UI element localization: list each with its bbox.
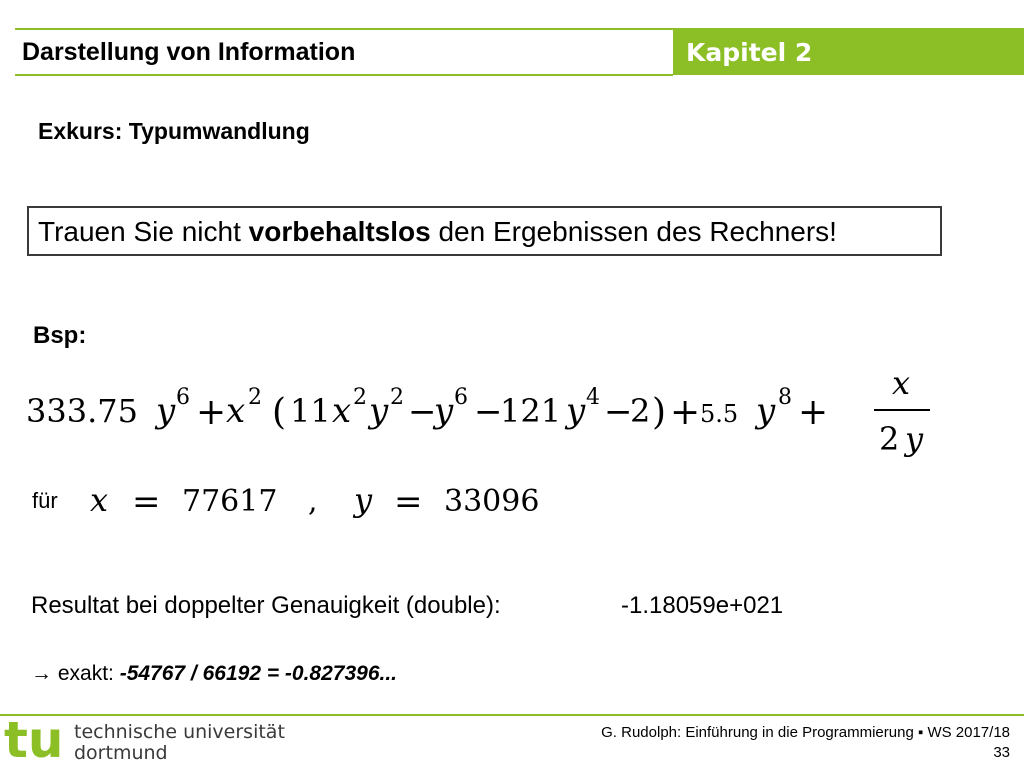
chapter-label: Kapitel 2 [686, 38, 813, 67]
warning-text [38, 216, 837, 248]
formula-plus3: + [798, 392, 829, 433]
formula-plus2: + [670, 392, 701, 433]
condition-eq2: = [394, 482, 423, 522]
formula-exp-4: 4 [586, 385, 600, 410]
formula-fraction-den-y: y [905, 420, 924, 458]
condition-comma: , [308, 484, 318, 519]
example-label: Bsp: [33, 322, 87, 349]
formula-coef-11: 11 [290, 392, 331, 430]
formula-exp-2c: 2 [390, 385, 404, 410]
condition-prefix: für [32, 488, 58, 513]
formula-minus3: − [604, 392, 633, 432]
chapter-badge [673, 30, 1024, 75]
formula-exp-2a: 2 [248, 385, 262, 410]
university-name [74, 722, 285, 764]
formula-var-y1: y [156, 391, 176, 431]
warning-emphasis: vorbehaltslos [248, 216, 431, 247]
exact-result [31, 662, 397, 686]
formula-var-y5: y [756, 391, 776, 431]
result-value: -1.18059e+021 [621, 592, 784, 619]
university-line2: dortmund [74, 742, 168, 764]
result-label: Resultat bei doppelter Genauigkeit (double): [31, 592, 501, 619]
formula-var-x1: x [226, 391, 246, 431]
formula-fraction-bar [874, 409, 930, 411]
tu-logo-text: tu [4, 720, 64, 762]
formula-exp-6b: 6 [454, 385, 468, 410]
footer-rule [0, 714, 1024, 716]
warning-text-after: den Ergebnissen des Rechners! [430, 216, 837, 247]
condition-y-value: 33096 [444, 484, 540, 519]
formula-exp-8: 8 [778, 385, 792, 410]
formula-var-x2: x [332, 391, 352, 431]
exact-prefix: → exakt: [31, 662, 120, 685]
header-bottom-rule [15, 74, 673, 76]
formula-minus2: − [474, 392, 503, 432]
condition-eq1: = [132, 482, 161, 522]
polynomial-formula [26, 368, 946, 468]
tu-logo [4, 720, 66, 762]
formula-minus1: − [408, 392, 437, 432]
exact-value: -54767 / 66192 = -0.827396... [119, 662, 398, 685]
page-number: 33 [993, 744, 1010, 761]
formula-var-y4: y [566, 391, 586, 431]
section-title: Exkurs: Typumwandlung [38, 118, 310, 144]
formula-fraction-den-2: 2 [879, 420, 900, 458]
formula-coef-121: 121 [500, 392, 562, 430]
formula-close-paren: ) [652, 392, 667, 433]
university-line1: technische universität [74, 721, 285, 743]
condition-x-value: 77617 [182, 484, 278, 519]
formula-var-y3: y [434, 391, 454, 431]
formula-var-y2: y [369, 391, 389, 431]
formula-coef-5-5: 5.5 [700, 400, 739, 428]
condition-formula [90, 475, 590, 525]
condition-var-x: x [90, 481, 109, 519]
footer-credit: G. Rudolph: Einführung in die Programmierung ▪ WS 2017/18 [601, 724, 1010, 741]
slide-header-title: Darstellung von Information [22, 38, 356, 66]
warning-box [27, 206, 942, 256]
formula-coef-2: 2 [630, 392, 651, 430]
formula-plus1: + [196, 392, 227, 433]
formula-coef-333-75: 333.75 [26, 392, 138, 430]
condition-var-y: y [354, 481, 373, 519]
formula-exp-6a: 6 [176, 385, 190, 410]
formula-open-paren: ( [272, 392, 287, 433]
formula-exp-2b: 2 [353, 385, 367, 410]
warning-text-before: Trauen Sie nicht [38, 216, 249, 247]
formula-fraction-numerator: x [892, 368, 911, 402]
